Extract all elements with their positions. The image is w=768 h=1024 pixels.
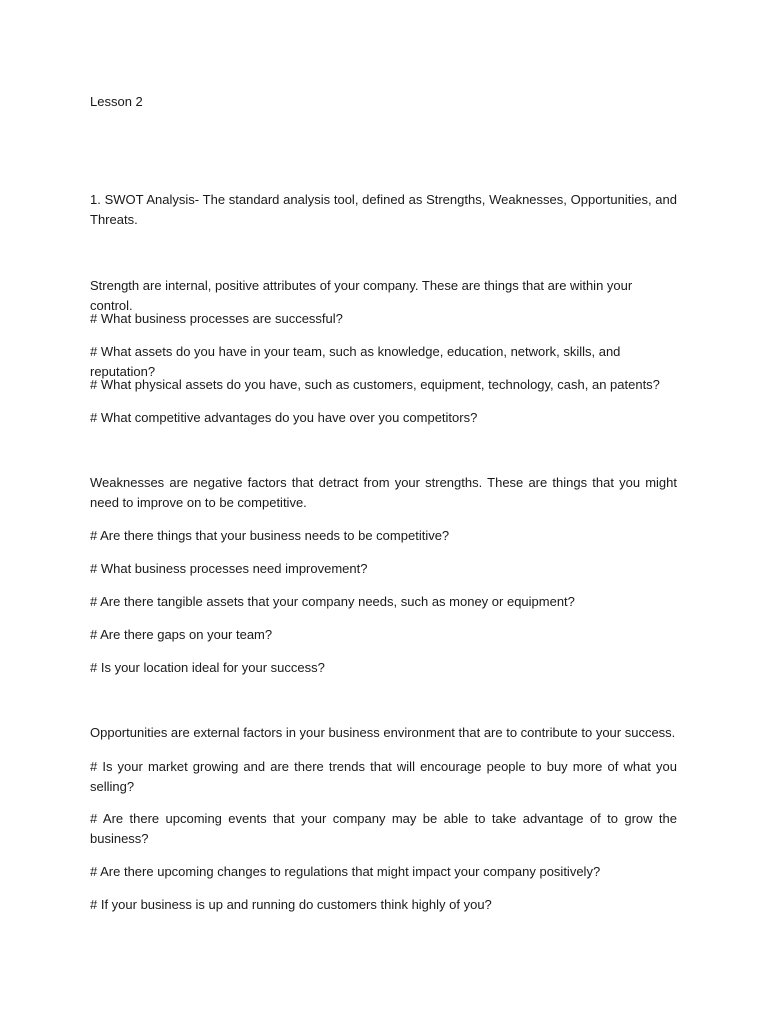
opportunities-item: # Are there upcoming events that your company may be able to take advantage of to grow the business? bbox=[90, 811, 677, 846]
weaknesses-item: # Are there tangible assets that your company needs, such as money or equipment? bbox=[90, 594, 575, 609]
strengths-item: # What assets do you have in your team, such as knowledge, education, network, skills, and reputation? bbox=[90, 344, 621, 379]
strengths-item: # What business processes are successful? bbox=[90, 311, 343, 326]
strengths-item: # What competitive advantages do you have over you competitors? bbox=[90, 410, 478, 425]
lesson-title: Lesson 2 bbox=[90, 94, 143, 109]
weaknesses-item: # Are there gaps on your team? bbox=[90, 627, 273, 642]
opportunities-item: # If your business is up and running do customers think highly of you? bbox=[90, 897, 492, 912]
strengths-item: # What physical assets do you have, such as customers, equipment, technology, cash, an patents? bbox=[90, 377, 660, 392]
strengths-heading: Strength are internal, positive attributes of your company. These are things that are within your control. bbox=[90, 278, 633, 313]
weaknesses-heading: Weaknesses are negative factors that detract from your strengths. These are things that you might need to improve on to be competitive. bbox=[90, 475, 677, 510]
opportunities-item: # Is your market growing and are there trends that will encourage people to buy more of what you selling? bbox=[90, 759, 677, 794]
swot-intro: 1. SWOT Analysis- The standard analysis tool, defined as Strengths, Weaknesses, Opportunities, and Threats. bbox=[90, 192, 677, 227]
opportunities-heading: Opportunities are external factors in your business environment that are to contribute to your success. bbox=[90, 725, 676, 740]
weaknesses-item: # Are there things that your business needs to be competitive? bbox=[90, 528, 450, 543]
weaknesses-item: # What business processes need improvement? bbox=[90, 561, 368, 576]
weaknesses-item: # Is your location ideal for your success? bbox=[90, 660, 325, 675]
opportunities-item: # Are there upcoming changes to regulations that might impact your company positively? bbox=[90, 864, 601, 879]
